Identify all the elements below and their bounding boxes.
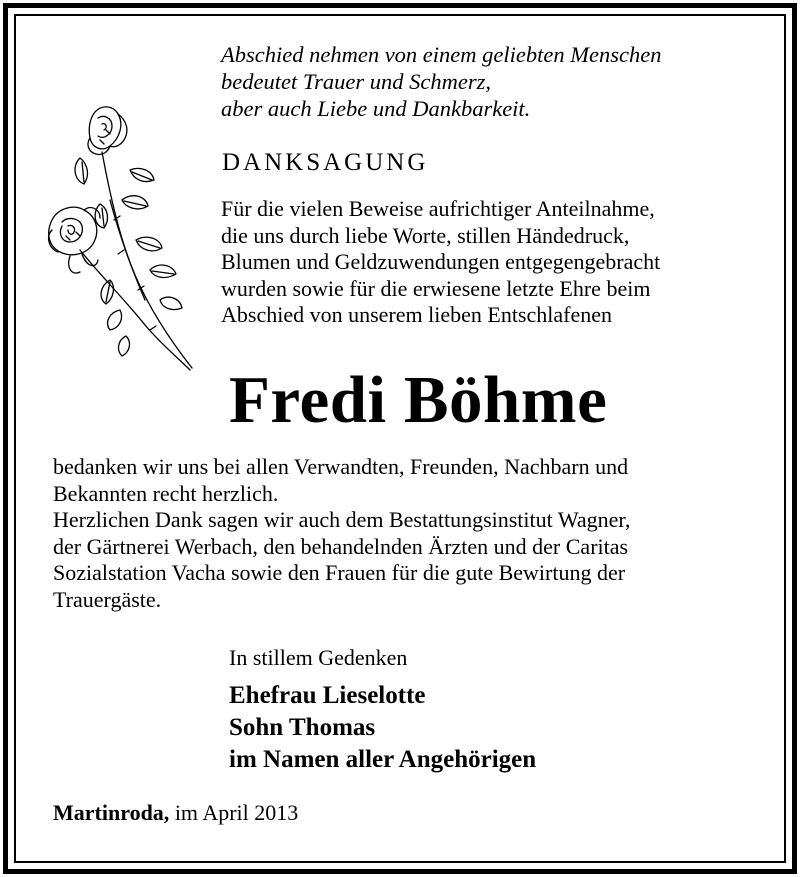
rose-icon <box>40 100 205 380</box>
thanks-line: Abschied von unserem lieben Entschlafenen <box>221 302 612 327</box>
body-line: Herzlichen Dank sagen wir auch dem Bestattungsinstitut Wagner, <box>53 507 631 533</box>
thanks-line: Für die vielen Beweise aufrichtiger Anteilnahme, <box>221 196 655 221</box>
date-text: im April 2013 <box>169 800 299 825</box>
signer-line: Ehefrau Lieselotte <box>229 682 426 709</box>
motto-line: aber auch Liebe und Dankbarkeit. <box>221 96 531 121</box>
deceased-name: Fredi Böhme <box>229 363 608 437</box>
motto-line: Abschied nehmen von einem geliebten Menschen <box>221 42 662 67</box>
motto-text <box>221 41 661 122</box>
signer-line: im Namen aller Angehörigen <box>229 746 537 773</box>
thanks-line: die uns durch liebe Worte, stillen Händedruck, <box>221 222 630 248</box>
body-line: der Gärtnerei Werbach, den behandelnden Ärzten und der Caritas <box>53 533 629 559</box>
place-name: Martinroda, <box>53 800 170 825</box>
thanks-line: wurden sowie für die erwiesene letzte Ehre beim <box>221 275 651 301</box>
signer-line: Sohn Thomas <box>229 714 376 741</box>
body-line: Sozialstation Vacha sowie den Frauen für die gute Bewirtung der <box>53 560 626 586</box>
thanks-paragraph <box>221 196 660 329</box>
body-line: Bekannten recht herzlich. <box>53 480 279 506</box>
body-paragraph <box>53 454 630 614</box>
place-date-line <box>53 800 298 826</box>
memory-text: In stillem Gedenken <box>229 645 408 670</box>
body-line: bedanken wir uns bei allen Verwandten, Freunden, Nachbarn und <box>53 454 629 479</box>
body-line: Trauergäste. <box>53 586 162 612</box>
thanks-line: Blumen und Geldzuwendungen entgegengebracht <box>221 249 661 274</box>
motto-line: bedeutet Trauer und Schmerz, <box>221 69 491 94</box>
signers-block <box>229 680 536 776</box>
page-title: DANKSAGUNG <box>222 149 429 176</box>
